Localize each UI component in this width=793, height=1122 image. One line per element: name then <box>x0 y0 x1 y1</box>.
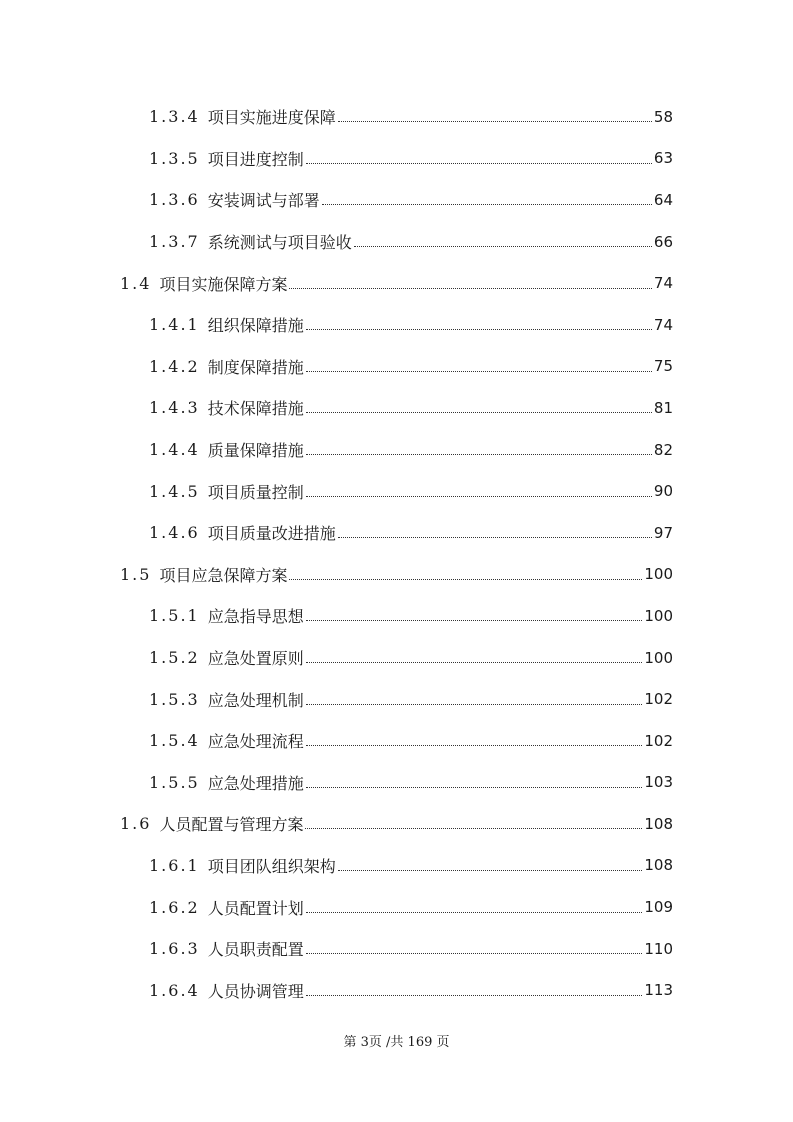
toc-entry-number: 1.4 <box>120 273 152 293</box>
toc-entry-number: 1.3.5 <box>149 148 200 168</box>
toc-entry-title: 质量保障措施 <box>207 441 304 461</box>
toc-entry-number: 1.5.2 <box>149 648 200 668</box>
toc-entry-number: 1.4.3 <box>149 398 200 418</box>
toc-entry-page: 64 <box>653 190 673 209</box>
toc-entry-page: 75 <box>653 357 673 376</box>
toc-entry[interactable] <box>0 678 793 720</box>
toc-entry[interactable] <box>0 304 793 346</box>
toc-entry-page: 63 <box>653 149 673 168</box>
toc-entry[interactable] <box>0 803 793 845</box>
toc-leader-dots <box>322 204 652 205</box>
toc-leader-dots <box>306 163 652 164</box>
toc-entry-title: 项目团队组织架构 <box>207 856 336 876</box>
toc-entry-number: 1.5 <box>120 564 152 584</box>
toc-entry-page: 74 <box>653 274 673 293</box>
toc-entry-title: 组织保障措施 <box>207 316 304 336</box>
toc-entry-title: 应急指导思想 <box>207 607 304 627</box>
toc-entry[interactable] <box>0 595 793 637</box>
toc-leader-dots <box>306 412 652 413</box>
toc-entry-title: 项目质量改进措施 <box>207 524 336 544</box>
toc-entry-title: 技术保障措施 <box>207 399 304 419</box>
toc-entry[interactable] <box>0 138 793 180</box>
toc-leader-dots <box>354 246 652 247</box>
toc-entry[interactable] <box>0 179 793 221</box>
toc-leader-dots <box>306 662 643 663</box>
toc-entry-number: 1.5.4 <box>149 731 200 751</box>
toc-entry-title: 人员职责配置 <box>207 940 304 960</box>
toc-entry[interactable] <box>0 470 793 512</box>
toc-entry-number: 1.5.5 <box>149 772 200 792</box>
toc-entry-number: 1.6 <box>120 814 152 834</box>
toc-entry-page: 102 <box>644 731 673 750</box>
page-footer: 第 3页 /共 169 页 <box>343 1035 450 1050</box>
toc-leader-dots <box>305 828 642 829</box>
toc-entry[interactable] <box>0 928 793 970</box>
toc-leader-dots <box>306 371 652 372</box>
toc-entry-title: 应急处理机制 <box>207 690 304 710</box>
toc-entry-title: 人员协调管理 <box>207 981 304 1001</box>
toc-leader-dots <box>306 329 652 330</box>
toc-entry[interactable] <box>0 96 793 138</box>
toc-entry-number: 1.4.4 <box>149 440 200 460</box>
toc-entry-number: 1.4.5 <box>149 481 200 501</box>
table-of-contents <box>0 96 793 1011</box>
toc-entry-number: 1.5.3 <box>149 689 200 709</box>
toc-entry-title: 项目进度控制 <box>207 149 304 169</box>
toc-entry-page: 110 <box>644 939 673 958</box>
toc-entry[interactable] <box>0 762 793 804</box>
toc-entry-title: 项目实施保障方案 <box>159 274 288 294</box>
toc-entry-page: 113 <box>644 981 673 1000</box>
toc-entry-page: 103 <box>644 773 673 792</box>
toc-leader-dots <box>289 288 651 289</box>
toc-entry[interactable] <box>0 221 793 263</box>
toc-entry[interactable] <box>0 554 793 596</box>
toc-entry-page: 82 <box>653 440 673 459</box>
toc-entry[interactable] <box>0 720 793 762</box>
toc-entry-page: 66 <box>653 232 673 251</box>
toc-entry-title: 应急处理措施 <box>207 773 304 793</box>
toc-entry-number: 1.6.4 <box>149 980 200 1000</box>
toc-entry-page: 81 <box>653 398 673 417</box>
toc-entry-title: 人员配置与管理方案 <box>159 815 304 835</box>
toc-entry-number: 1.4.1 <box>149 315 200 335</box>
toc-entry-title: 安装调试与部署 <box>207 191 320 211</box>
toc-leader-dots <box>306 787 643 788</box>
toc-entry-number: 1.6.1 <box>149 855 200 875</box>
toc-leader-dots <box>306 454 652 455</box>
toc-entry[interactable] <box>0 346 793 388</box>
toc-entry-title: 项目质量控制 <box>207 482 304 502</box>
toc-entry-title: 系统测试与项目验收 <box>207 233 352 253</box>
toc-entry-title: 项目应急保障方案 <box>159 565 288 585</box>
toc-entry-number: 1.3.6 <box>149 190 200 210</box>
toc-entry-page: 100 <box>644 606 673 625</box>
toc-entry-number: 1.4.2 <box>149 356 200 376</box>
toc-leader-dots <box>289 579 642 580</box>
toc-entry[interactable] <box>0 969 793 1011</box>
toc-entry[interactable] <box>0 637 793 679</box>
toc-leader-dots <box>306 620 643 621</box>
toc-leader-dots <box>306 745 643 746</box>
toc-entry-page: 58 <box>653 107 673 126</box>
toc-leader-dots <box>338 870 643 871</box>
toc-leader-dots <box>306 704 643 705</box>
toc-entry[interactable] <box>0 512 793 554</box>
toc-leader-dots <box>306 995 643 996</box>
toc-entry-title: 应急处理流程 <box>207 732 304 752</box>
toc-entry-number: 1.3.4 <box>149 107 200 127</box>
toc-leader-dots <box>306 953 643 954</box>
toc-entry[interactable] <box>0 429 793 471</box>
toc-leader-dots <box>306 912 643 913</box>
toc-entry-page: 74 <box>653 315 673 334</box>
toc-entry-page: 102 <box>644 690 673 709</box>
toc-entry-page: 90 <box>653 482 673 501</box>
toc-entry-page: 108 <box>644 856 673 875</box>
toc-entry[interactable] <box>0 387 793 429</box>
toc-leader-dots <box>338 537 652 538</box>
toc-entry-page: 109 <box>644 898 673 917</box>
toc-entry-page: 100 <box>644 648 673 667</box>
toc-entry-title: 人员配置计划 <box>207 898 304 918</box>
toc-entry-page: 97 <box>653 523 673 542</box>
toc-entry-page: 108 <box>644 814 673 833</box>
toc-leader-dots <box>306 496 652 497</box>
toc-entry-page: 100 <box>644 565 673 584</box>
toc-entry-title: 应急处置原则 <box>207 649 304 669</box>
toc-entry-number: 1.5.1 <box>149 606 200 626</box>
toc-entry-number: 1.4.6 <box>149 523 200 543</box>
toc-entry-number: 1.6.2 <box>149 897 200 917</box>
toc-entry-title: 制度保障措施 <box>207 357 304 377</box>
toc-leader-dots <box>338 121 652 122</box>
toc-entry-number: 1.3.7 <box>149 232 200 252</box>
toc-entry-number: 1.6.3 <box>149 939 200 959</box>
toc-entry[interactable] <box>0 845 793 887</box>
toc-entry[interactable] <box>0 886 793 928</box>
toc-entry[interactable] <box>0 262 793 304</box>
toc-entry-title: 项目实施进度保障 <box>207 108 336 128</box>
